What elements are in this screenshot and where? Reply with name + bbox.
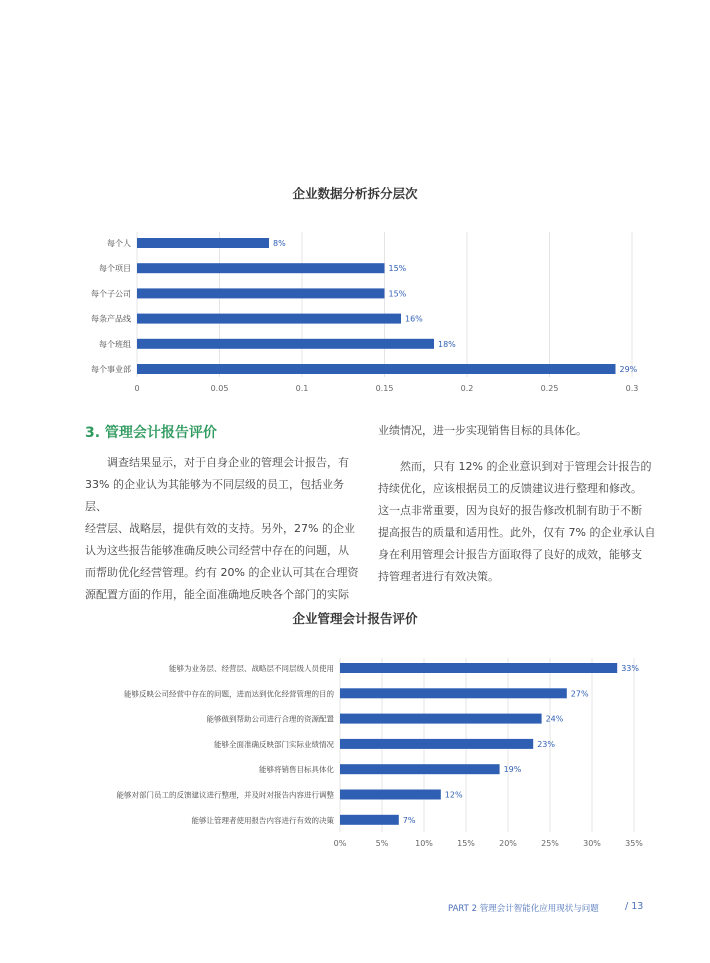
data-label: 27% [570, 689, 589, 699]
category-label: 能够全面准确反映部门实际业绩情况 [214, 739, 334, 749]
category-label: 每条产品线 [91, 314, 131, 324]
text-line: 持续优化，应该根据员工的反馈建议进行整理和修改。 [378, 482, 642, 495]
left-column-text [85, 452, 365, 606]
tick-label: 0.2 [460, 384, 474, 393]
category-label: 能够为业务层、经营层、战略层不同层级人员使用 [169, 664, 334, 673]
tick-label: 0 [134, 384, 140, 393]
footer-page-number: / 13 [625, 901, 644, 912]
category-label: 每个人 [107, 239, 131, 248]
tick-label: 0% [333, 839, 347, 848]
chart2-title: 企业管理会计报告评价 [292, 611, 418, 626]
tick-label: 20% [499, 839, 517, 848]
text-line: 然而，只有 12% 的企业意识到对于管理会计报告的 [378, 460, 652, 473]
bar [340, 714, 542, 724]
bar [137, 238, 269, 248]
tick-label: 0.3 [625, 384, 639, 393]
text-line: 这一点非常重要，因为良好的报告修改机制有助于不断 [378, 504, 642, 517]
tick-label: 30% [583, 839, 601, 848]
tick-label: 0.05 [210, 384, 229, 393]
bar [137, 364, 616, 374]
tick-label: 0.15 [375, 384, 394, 393]
text-line: 身在利用管理会计报告方面取得了良好的成效，能够支 [378, 548, 642, 561]
bar [340, 663, 617, 673]
data-label: 29% [619, 365, 638, 374]
data-label: 15% [388, 264, 407, 274]
text-line: 经营层、战略层，提供有效的支持。另外，27% 的企业 [85, 522, 355, 535]
data-label: 33% [621, 664, 639, 673]
right-column-text [378, 456, 658, 588]
tick-label: 0.25 [540, 384, 559, 393]
category-label: 能够将销售目标具体化 [259, 765, 334, 775]
data-label: 16% [405, 314, 423, 324]
bar [137, 339, 434, 349]
chart1 [0, 0, 710, 400]
text-line: 33% 的企业认为其能够为不同层级的员工，包括业务层、 [85, 478, 344, 513]
text-line: 调查结果显示，对于自身企业的管理会计报告，有 [85, 456, 349, 469]
bar [340, 688, 567, 698]
data-label: 18% [438, 339, 456, 349]
text-line: 持管理者进行有效决策。 [378, 570, 499, 583]
text-line: 提高报告的质量和适用性。此外，仅有 7% 的企业承认自 [378, 526, 656, 539]
chart1-title: 企业数据分析拆分层次 [292, 186, 418, 201]
bar [340, 790, 441, 800]
bar [137, 263, 385, 273]
bar [340, 739, 533, 749]
bar [137, 314, 401, 324]
category-label: 能够对部门员工的反馈建议进行整理，并及时对报告内容进行调整 [116, 790, 334, 800]
category-label: 能够做到帮助公司进行合理的资源配置 [206, 714, 334, 724]
category-label: 每个子公司 [91, 289, 131, 299]
tick-label: 10% [415, 839, 433, 848]
data-label: 12% [444, 790, 463, 800]
bar [137, 288, 385, 298]
section-heading: 3. 管理会计报告评价 [85, 425, 217, 441]
data-label: 7% [402, 815, 416, 825]
tick-label: 15% [457, 839, 475, 848]
text-line: 业绩情况，进一步实现销售目标的具体化。 [378, 424, 587, 437]
category-label: 能够反映公司经营中存在的问题，进而达到优化经营管理的目的 [124, 689, 334, 699]
text-line: 源配置方面的作用，能全面准确地反映各个部门的实际 [85, 588, 349, 601]
text-line: 而帮助优化经营管理。约有 20% 的企业认可其在合理资 [85, 566, 359, 579]
data-label: 24% [545, 714, 564, 724]
data-label: 15% [388, 289, 407, 299]
bar [340, 764, 500, 774]
category-label: 每个事业部 [91, 365, 131, 374]
footer-section-label: PART 2 管理会计智能化应用现状与问题 [448, 904, 599, 914]
category-label: 每个项目 [99, 264, 131, 274]
tick-label: 0.1 [295, 384, 309, 393]
bar [340, 815, 399, 825]
tick-label: 25% [541, 839, 559, 848]
right-column-lead-text [378, 420, 658, 442]
data-label: 19% [503, 765, 522, 775]
category-label: 每个班组 [99, 339, 131, 349]
chart2 [0, 600, 710, 920]
data-label: 8% [273, 239, 286, 248]
text-line: 认为这些报告能够准确反映公司经营中存在的问题，从 [85, 544, 349, 557]
data-label: 23% [537, 739, 555, 749]
category-label: 能够让管理者使用报告内容进行有效的决策 [191, 815, 334, 825]
tick-label: 5% [375, 839, 389, 848]
tick-label: 35% [625, 839, 643, 848]
